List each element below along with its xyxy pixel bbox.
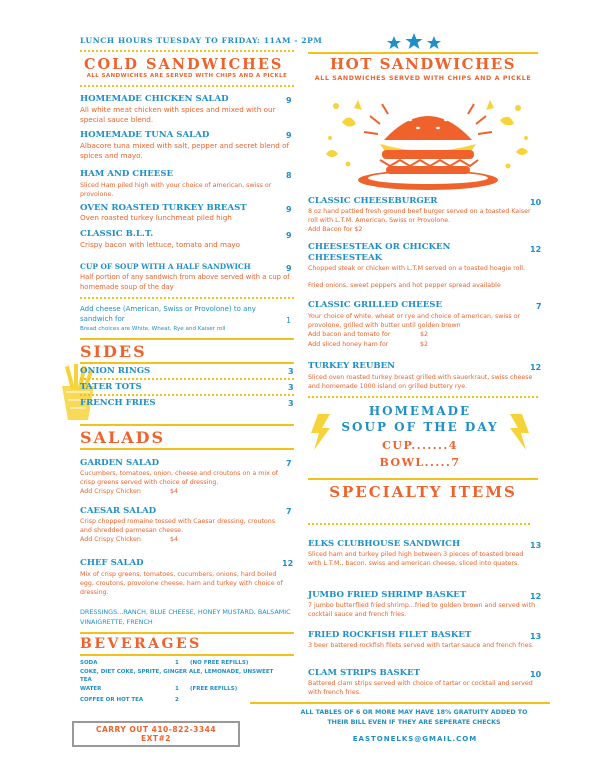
divider <box>80 378 294 380</box>
item-description: Albacore tuna mixed with salt, pepper and secret blend of spices and mayo. <box>80 141 290 160</box>
specialty-items-title: SPECIALTY ITEMS <box>329 483 517 501</box>
soup-title-line2: SOUP OF THE DAY <box>341 420 499 434</box>
item-name: OVEN ROASTED TURKEY BREAST <box>80 203 247 213</box>
beverage-price: 2 <box>175 697 179 703</box>
soup-cup-price: CUP.......4 <box>382 439 458 452</box>
cold-sandwiches-subtitle: ALL SANDWICHES ARE SERVED WITH CHIPS AND A PICKLE <box>86 73 288 79</box>
item-description: Crispy bacon with lettuce, tomato and mayo <box>80 240 241 249</box>
beverage-name: COKE, DIET COKE, SPRITE, GINGER ALE, LEMONADE, UNSWEET TEA <box>80 669 274 683</box>
item-price: 3 <box>288 383 294 392</box>
item-name: GARDEN SALAD <box>80 458 160 468</box>
beverage-name: COFFEE OR HOT TEA <box>80 697 144 703</box>
item-extra-price: $2 <box>420 341 429 348</box>
sides-title: SIDES <box>80 342 147 361</box>
addon-price: $4 <box>170 488 179 495</box>
item-name: ELKS CLUBHOUSE SANDWICH <box>308 539 461 549</box>
item-name: JUMBO FRIED SHRIMP BASKET <box>308 590 467 600</box>
hot-sandwiches-title: HOT SANDWICHES <box>329 55 517 73</box>
side-tater-tots: TATER TOTS <box>80 382 142 392</box>
divider <box>250 702 550 704</box>
side-onion-rings: ONION RINGS <box>80 366 151 376</box>
divider <box>308 396 538 398</box>
item-name: CAESAR SALAD <box>80 506 157 516</box>
item-description: 3 beer battered rockfish filets served with tartar sauce and french fries. <box>308 642 534 649</box>
side-french-fries: FRENCH FRIES <box>80 398 156 408</box>
addon-label: Add Crispy Chicken <box>80 536 141 543</box>
beverage-name: SODA <box>80 660 98 666</box>
item-price: 12 <box>282 559 294 568</box>
item-description: Mix of crisp greens, tomatoes, cucumbers, onions, hard boiled egg, croutons, provolone cheese, ham and turkey with choice of dressing. <box>80 571 283 596</box>
beverage-price: 1 <box>175 686 179 692</box>
stars-icon <box>384 33 444 51</box>
item-price: 3 <box>288 399 294 408</box>
item-name: TURKEY REUBEN <box>308 361 396 371</box>
carry-out-phone: CARRY OUT 410-822-3344 <box>95 725 217 734</box>
divider <box>80 448 294 450</box>
divider <box>80 85 294 87</box>
item-description: Cucumbers, tomatoes, onion, cheese and croutons on a mix of crisp greens served with choice of dressing. <box>80 470 278 486</box>
cold-sandwiches-title: COLD SANDWICHES <box>84 56 284 73</box>
item-name: CHEF SALAD <box>80 558 144 568</box>
item-description: Crisp chopped romaine tossed with Caesar dressing, croutons and shredded parmesan cheese. <box>80 518 276 534</box>
item-price: 9 <box>286 96 292 105</box>
item-price: 7 <box>286 459 292 468</box>
item-price: 13 <box>530 632 542 641</box>
item-price: 9 <box>286 264 292 273</box>
item-price: 3 <box>288 367 294 376</box>
beverage-name: WATER <box>80 686 102 692</box>
item-description: Sliced oven roasted turkey breast grilled with sauerkraut, swiss cheese and homemade 1000 island on grilled buttery rye. <box>308 374 533 390</box>
divider <box>308 523 530 525</box>
item-price: 7 <box>536 302 542 311</box>
divider <box>80 50 294 52</box>
item-description: 8 oz hand pattied fresh ground beef burger served on a toasted Kaiser roll with L.T.M. American, Swiss or Provolone. <box>308 208 531 224</box>
item-name: CLASSIC GRILLED CHEESE <box>308 300 443 310</box>
item-price: 13 <box>530 541 542 550</box>
item-description: All white meat chicken with spices and mixed with our special sauce blend. <box>80 105 276 124</box>
soup-title-line1: HOMEMADE <box>368 404 472 418</box>
divider <box>80 338 294 340</box>
soup-bowl-price: BOWL.....7 <box>379 456 461 469</box>
lunch-hours: LUNCH HOURS TUESDAY TO FRIDAY: 11AM - 2PM <box>80 36 323 45</box>
hot-sandwiches-subtitle: ALL SANDWICHES SERVED WITH CHIPS AND A PICKLE <box>314 75 532 82</box>
item-extra: Add Bacon for $2 <box>308 226 363 233</box>
gratuity-notice: ALL TABLES OF 6 OR MORE MAY HAVE 18% GRATUITY ADDED TO THEIR BILL EVEN IF THEY ARE SEPERATE CHECKS <box>300 709 528 726</box>
dressings: DRESSINGS...RANCH, BLUE CHEESE, HONEY MUSTARD, BALSAMIC VINAIGRETTE, FRENCH <box>80 608 291 626</box>
beverage-note: (NO FREE REFILLS) <box>190 660 249 666</box>
item-price: 9 <box>286 131 292 140</box>
item-extra: Add sliced honey ham for <box>308 341 389 348</box>
divider <box>80 362 294 364</box>
item-price: 10 <box>530 198 542 207</box>
divider <box>308 478 538 480</box>
divider <box>80 424 294 426</box>
addon-price: $4 <box>170 536 179 543</box>
item-description: Sliced ham and turkey piled high between 3 pieces of toasted bread with L.T.M., bacon, swiss and american cheese, sliced into quaters. <box>308 551 524 567</box>
item-name: CLASSIC CHEESEBURGER <box>308 196 438 206</box>
item-extra: Add bacon and tomato for <box>308 331 391 338</box>
item-description: Battered clam strips served with choice of tartar or cocktail and served with french fries. <box>308 680 533 696</box>
item-name: HAM AND CHEESE <box>80 169 174 179</box>
item-name: CLASSIC B.L.T. <box>80 229 154 239</box>
item-price: 9 <box>286 205 292 214</box>
beverages-title: BEVERAGES <box>80 636 202 652</box>
item-description: Half portion of any sandwich from above served with a cup of homemade soup of the day <box>80 273 290 291</box>
carry-out-ext: EXT#2 <box>140 734 172 743</box>
item-description: Your choice of white, wheat or rye and choice of american, swiss or provolone, grilled with butter until golden brown <box>308 313 521 329</box>
item-name: HOMEMADE TUNA SALAD <box>80 130 210 140</box>
item-name: CUP OF SOUP WITH A HALF SANDWICH <box>80 262 251 271</box>
email: EASTONELKS@GMAIL.COM <box>352 735 478 743</box>
beverage-price: 1 <box>175 660 179 666</box>
divider <box>80 632 294 634</box>
cheese-addon-price: 1 <box>286 316 292 325</box>
item-price: 10 <box>530 670 542 679</box>
item-extra: Fried onions, sweet peppers and hot pepper spread available <box>308 282 501 289</box>
item-name: FRIED ROCKFISH FILET BASKET <box>308 630 472 640</box>
divider <box>80 297 294 299</box>
item-price: 8 <box>286 171 292 180</box>
item-price: 12 <box>530 245 542 254</box>
carry-out-box <box>72 721 240 747</box>
item-description: Sliced Ham piled high with your choice of american, swiss or provolone. <box>80 182 272 198</box>
addon-label: Add Crispy Chicken <box>80 488 141 495</box>
item-price: 9 <box>286 231 292 240</box>
item-name: CHEESESTEAK OR CHICKEN CHEESESTEAK <box>308 242 451 263</box>
item-name: CLAM STRIPS BASKET <box>308 668 421 678</box>
item-description: Oven roasted turkey lunchmeat piled high <box>80 213 232 222</box>
divider <box>80 654 294 656</box>
item-extra-price: $2 <box>420 331 429 338</box>
bread-choices: Bread choices are White, Wheat, Rye and Kaiser roll <box>80 326 226 332</box>
item-price: 7 <box>286 507 292 516</box>
item-price: 12 <box>530 592 542 601</box>
divider <box>80 394 294 396</box>
burger-icon <box>318 94 538 194</box>
item-description: 7 jumbo butterflied fried shrimp...fried to golden brown and served with cocktail sauce and french fries. <box>308 602 536 618</box>
salads-title: SALADS <box>80 428 166 447</box>
item-price: 12 <box>530 363 542 372</box>
item-description: Chopped steak or chicken with L.T.M served on a toasted hoagie roll. <box>308 265 526 272</box>
cheese-addon: Add cheese (American, Swiss or Provolone) to any sandwich for <box>80 305 256 323</box>
item-name: HOMEMADE CHICKEN SALAD <box>80 94 229 104</box>
beverage-note: (FREE REFILLS) <box>190 686 238 692</box>
divider <box>308 52 538 54</box>
